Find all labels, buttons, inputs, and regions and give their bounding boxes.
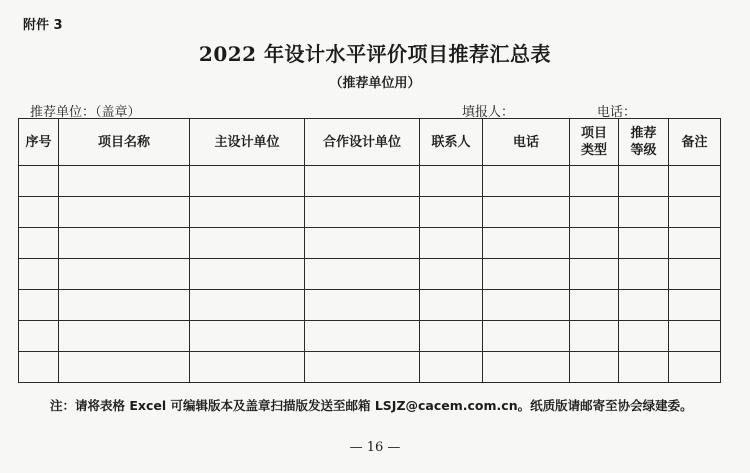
table-cell[interactable] bbox=[305, 228, 420, 259]
document-subtitle: （推荐单位用） bbox=[329, 76, 421, 91]
table-cell[interactable] bbox=[483, 290, 570, 321]
table-cell[interactable] bbox=[619, 290, 669, 321]
table-row bbox=[19, 228, 721, 259]
phone-label: 电话： bbox=[597, 105, 637, 120]
table-cell[interactable] bbox=[59, 321, 190, 352]
table-cell[interactable] bbox=[570, 166, 619, 197]
table-header-row bbox=[19, 119, 721, 166]
table-cell[interactable] bbox=[570, 228, 619, 259]
table-cell[interactable] bbox=[190, 197, 305, 228]
table-cell[interactable] bbox=[669, 290, 721, 321]
table-cell[interactable] bbox=[669, 228, 721, 259]
table-cell[interactable] bbox=[483, 259, 570, 290]
column-header: 序号 bbox=[19, 119, 59, 166]
table-cell[interactable] bbox=[483, 321, 570, 352]
filler-label: 填报人： bbox=[462, 105, 515, 120]
table-cell[interactable] bbox=[59, 290, 190, 321]
table-cell[interactable] bbox=[420, 197, 483, 228]
table-cell[interactable] bbox=[305, 197, 420, 228]
table-row bbox=[19, 290, 721, 321]
table-cell[interactable] bbox=[19, 259, 59, 290]
attachment-label: 附件 3 bbox=[23, 18, 63, 33]
table-cell[interactable] bbox=[669, 259, 721, 290]
table-cell[interactable] bbox=[483, 352, 570, 383]
table-body bbox=[19, 166, 721, 383]
column-header: 项目 类型 bbox=[570, 119, 619, 166]
table-cell[interactable] bbox=[669, 352, 721, 383]
table-cell[interactable] bbox=[619, 259, 669, 290]
table-cell[interactable] bbox=[619, 166, 669, 197]
table-cell[interactable] bbox=[570, 352, 619, 383]
table-cell[interactable] bbox=[59, 166, 190, 197]
table-cell[interactable] bbox=[59, 228, 190, 259]
table-cell[interactable] bbox=[190, 290, 305, 321]
table-cell[interactable] bbox=[190, 228, 305, 259]
table-cell[interactable] bbox=[420, 352, 483, 383]
table-cell[interactable] bbox=[190, 352, 305, 383]
column-header: 主设计单位 bbox=[190, 119, 305, 166]
page-number: — 16 — bbox=[349, 440, 401, 455]
table-cell[interactable] bbox=[669, 166, 721, 197]
document-title: 2022 年设计水平评价项目推荐汇总表 bbox=[198, 42, 552, 66]
column-header: 合作设计单位 bbox=[305, 119, 420, 166]
table-cell[interactable] bbox=[420, 166, 483, 197]
table-cell[interactable] bbox=[59, 352, 190, 383]
column-header: 推荐 等级 bbox=[619, 119, 669, 166]
table-cell[interactable] bbox=[19, 197, 59, 228]
table-cell[interactable] bbox=[19, 352, 59, 383]
table-cell[interactable] bbox=[420, 290, 483, 321]
table-cell[interactable] bbox=[619, 228, 669, 259]
table-cell[interactable] bbox=[305, 259, 420, 290]
table-row bbox=[19, 259, 721, 290]
column-header: 联系人 bbox=[420, 119, 483, 166]
table-cell[interactable] bbox=[19, 166, 59, 197]
table-cell[interactable] bbox=[19, 228, 59, 259]
table-cell[interactable] bbox=[190, 259, 305, 290]
table-cell[interactable] bbox=[619, 352, 669, 383]
table-cell[interactable] bbox=[420, 228, 483, 259]
table-cell[interactable] bbox=[190, 166, 305, 197]
column-header: 项目名称 bbox=[59, 119, 190, 166]
table-cell[interactable] bbox=[483, 166, 570, 197]
table-cell[interactable] bbox=[483, 228, 570, 259]
table-cell[interactable] bbox=[669, 197, 721, 228]
table-cell[interactable] bbox=[619, 321, 669, 352]
table-cell[interactable] bbox=[669, 321, 721, 352]
table-cell[interactable] bbox=[420, 259, 483, 290]
table-cell[interactable] bbox=[305, 290, 420, 321]
table-cell[interactable] bbox=[483, 197, 570, 228]
column-header: 电话 bbox=[483, 119, 570, 166]
table-cell[interactable] bbox=[59, 259, 190, 290]
table-cell[interactable] bbox=[305, 166, 420, 197]
table-cell[interactable] bbox=[305, 321, 420, 352]
submission-note: 注：请将表格 Excel 可编辑版本及盖章扫描版发送至邮箱 LSJZ@cacem.com.cn。纸质版请邮寄至协会绿建委。 bbox=[50, 398, 693, 413]
table-cell[interactable] bbox=[59, 197, 190, 228]
table-cell[interactable] bbox=[570, 259, 619, 290]
table-row bbox=[19, 166, 721, 197]
recommending-unit-label: 推荐单位：（盖章） bbox=[30, 105, 141, 120]
table-cell[interactable] bbox=[305, 352, 420, 383]
table-row bbox=[19, 321, 721, 352]
table-cell[interactable] bbox=[190, 321, 305, 352]
table-cell[interactable] bbox=[570, 197, 619, 228]
table-cell[interactable] bbox=[619, 197, 669, 228]
table-cell[interactable] bbox=[570, 290, 619, 321]
table-cell[interactable] bbox=[19, 321, 59, 352]
column-header: 备注 bbox=[669, 119, 721, 166]
summary-table bbox=[18, 118, 721, 383]
table-row bbox=[19, 197, 721, 228]
table-cell[interactable] bbox=[19, 290, 59, 321]
table-cell[interactable] bbox=[570, 321, 619, 352]
table-cell[interactable] bbox=[420, 321, 483, 352]
table-row bbox=[19, 352, 721, 383]
